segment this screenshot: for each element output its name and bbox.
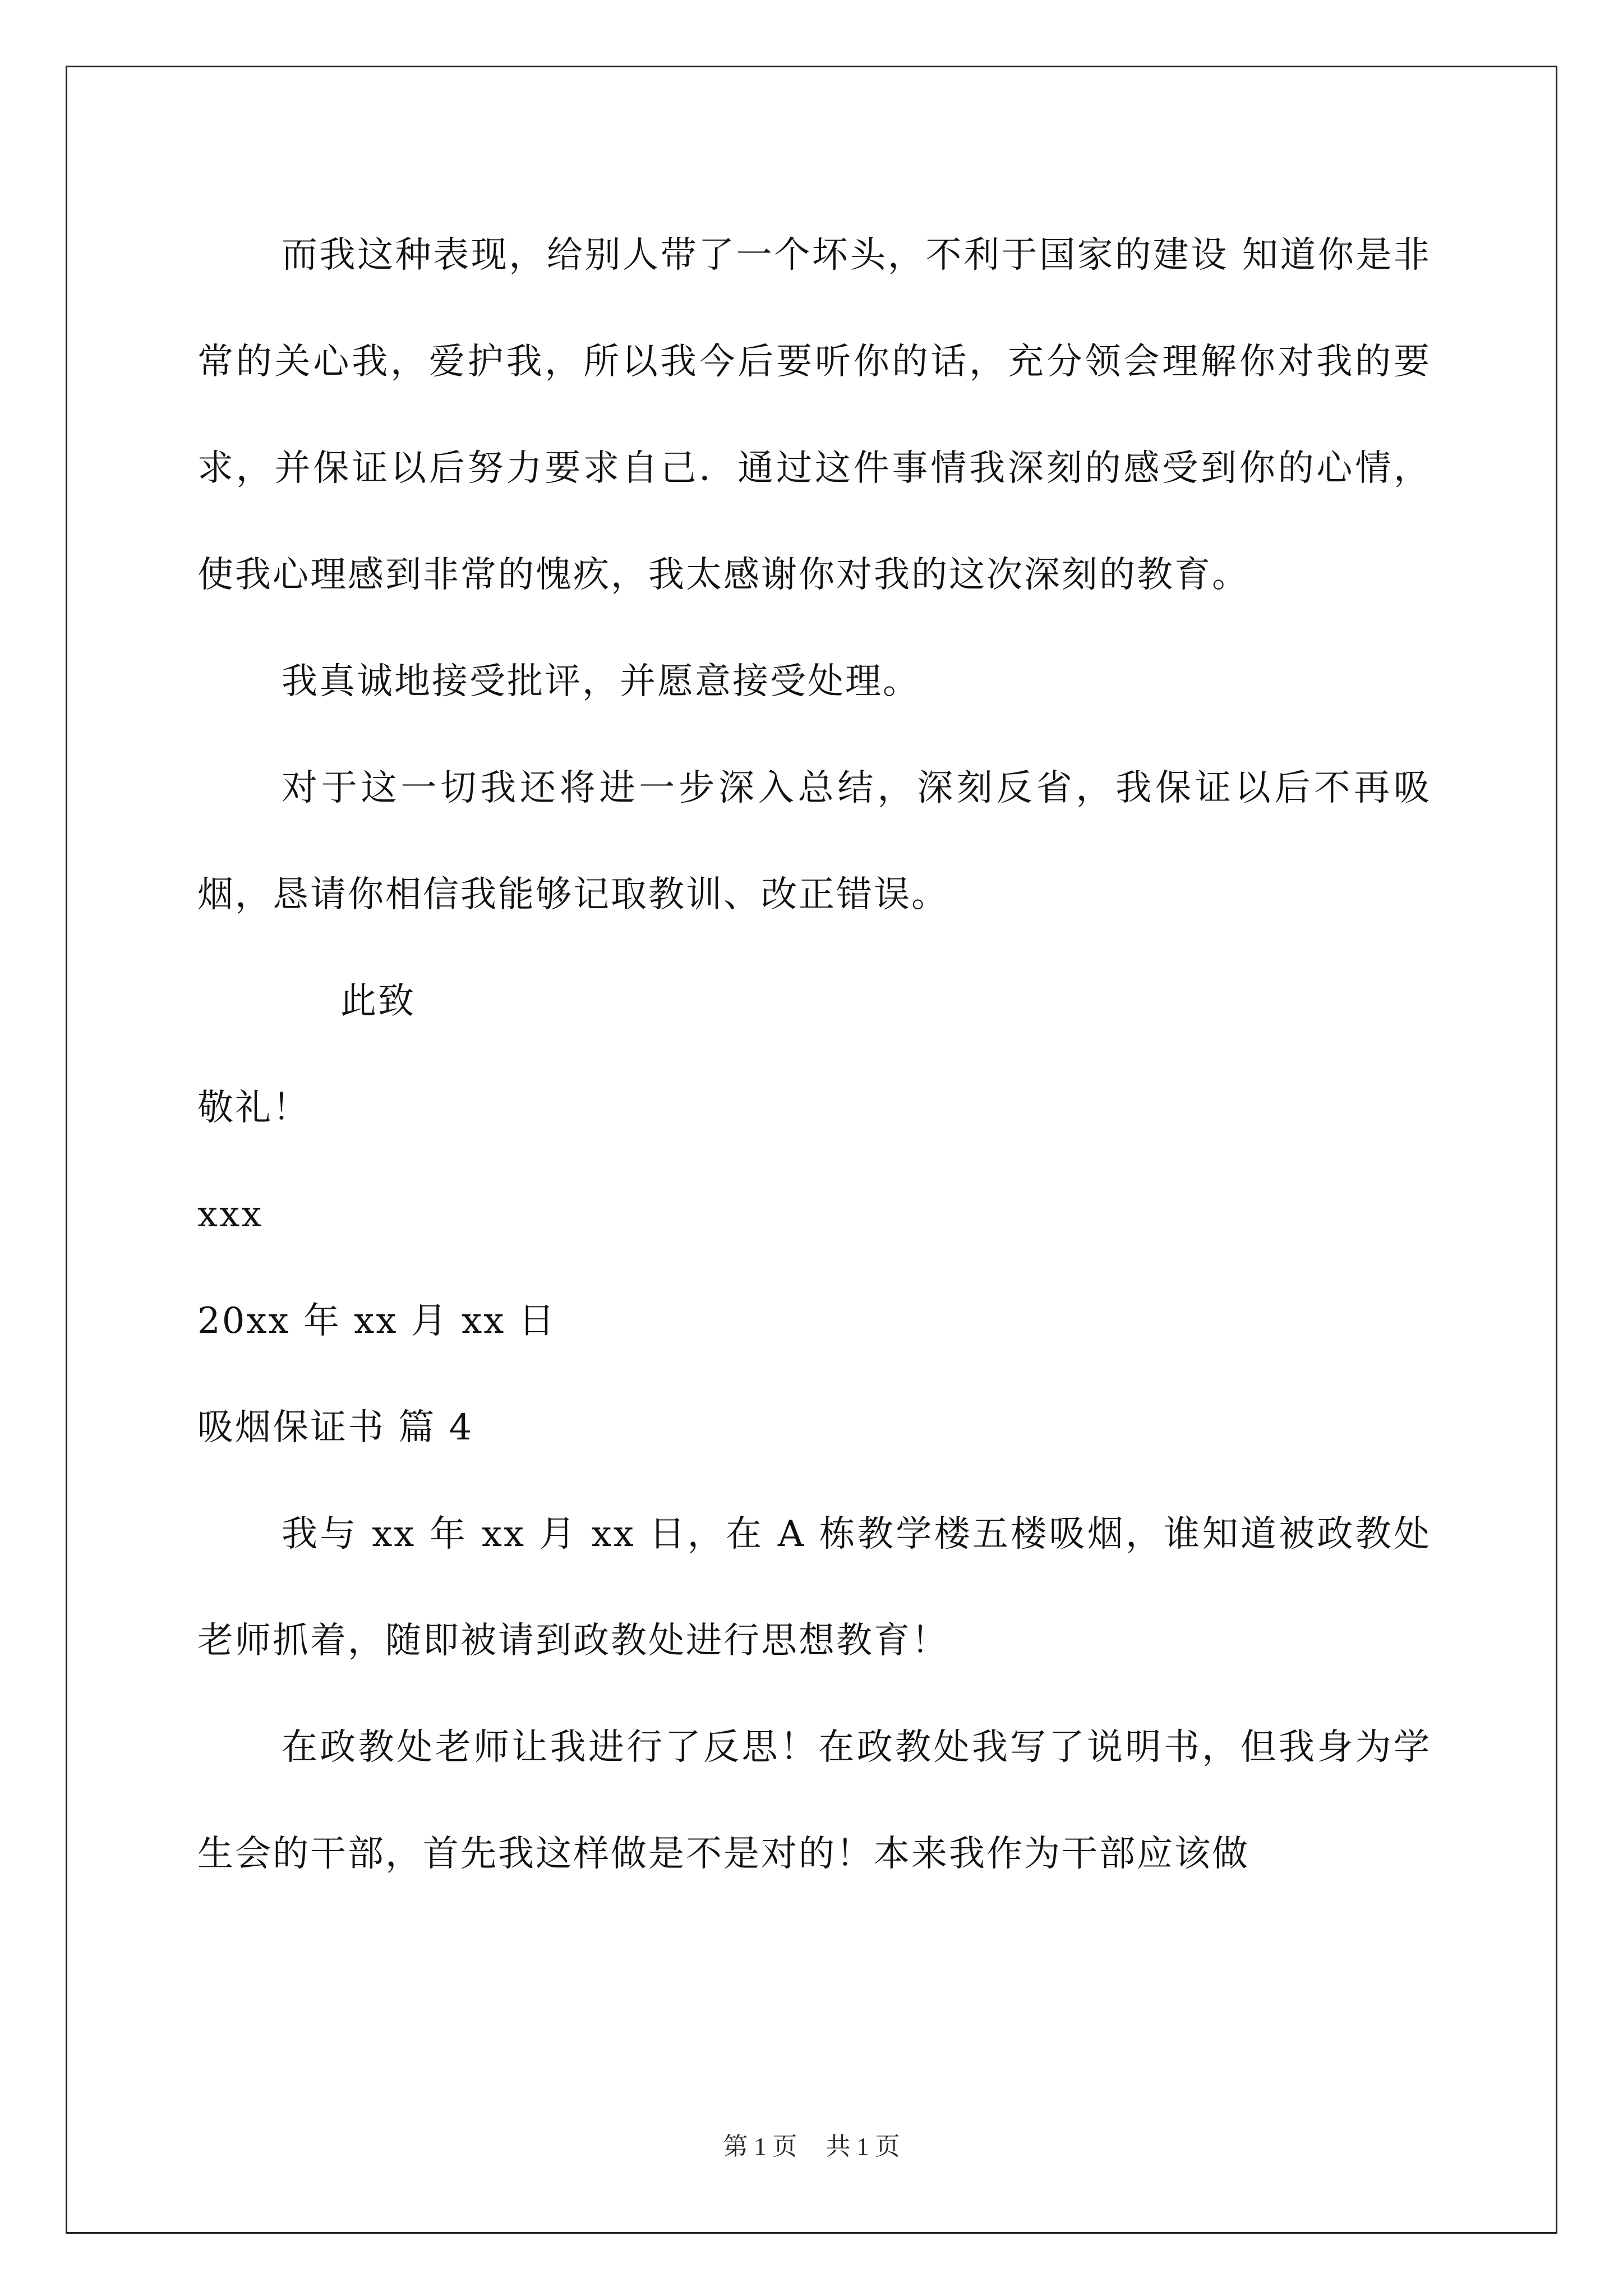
page-footer — [0, 2126, 1623, 2162]
paragraph-5: 在政教处老师让我进行了反思！在政教处我写了说明书，但我身为学生会的干部，首先我这样做是不是对的！本来我作为干部应该做 — [197, 1727, 1431, 1875]
paragraph-1: 而我这种表现，给别人带了一个坏头，不利于国家的建设 知道你是非常的关心我，爱护我，所以我今后要听你的话，充分领会理解你对我的要求，并保证以后努力要求自己．通过这件事情我深刻的感受到你的心情，使我心理感到非常的愧疚，我太感谢你对我的这次深刻的教育。 — [197, 234, 1431, 596]
closing-line: 此致 — [340, 981, 416, 1022]
section-title: 吸烟保证书 篇 4 — [197, 1407, 474, 1448]
date-line: 20xx 年 xx 月 xx 日 — [197, 1300, 556, 1342]
page-number-total: 共 1 页 — [826, 2133, 900, 2160]
paragraph-4: 我与 xx 年 xx 月 xx 日，在 A 栋教学楼五楼吸烟，谁知道被政教处老师抓着，随即被请到政教处进行思想教育！ — [197, 1513, 1431, 1662]
page-number-current: 第 1 页 — [723, 2133, 797, 2160]
signature: xxx — [197, 1194, 264, 1235]
salute-line: 敬礼！ — [197, 1087, 310, 1129]
paragraph-3: 对于这一切我还将进一步深入总结，深刻反省，我保证以后不再吸烟，恳请你相信我能够记取教训、改正错误。 — [197, 767, 1431, 915]
document-body — [197, 202, 1431, 1907]
paragraph-2: 我真诚地接受批评，并愿意接受处理。 — [282, 661, 920, 702]
